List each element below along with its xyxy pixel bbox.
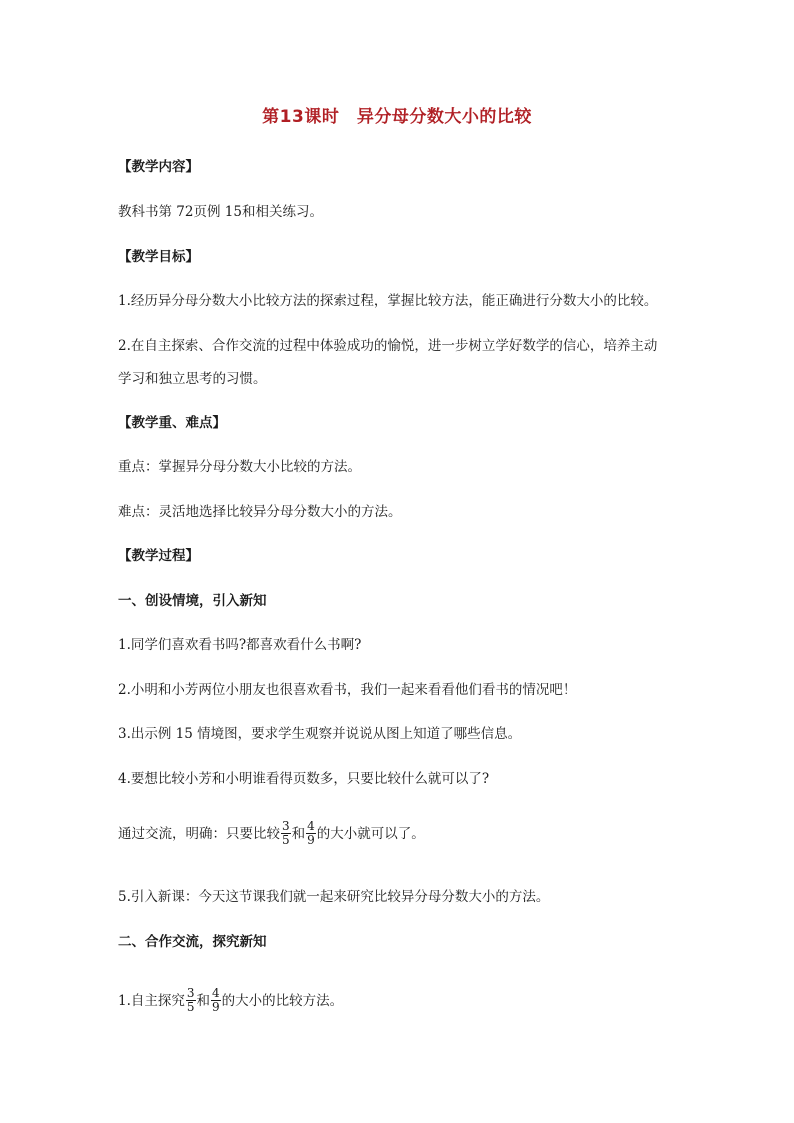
fraction-three-fifths <box>186 987 196 1014</box>
fraction-numerator: 4 <box>212 986 220 1000</box>
step-3: 3.出示例 15 情境图，要求学生观察并说说从图上知道了哪些信息。 <box>118 726 522 742</box>
goal-2-line-2: 学习和独立思考的习惯。 <box>118 371 267 387</box>
explore-prefix: 1.自主探究 <box>118 993 185 1009</box>
fraction-denominator: 5 <box>186 1000 195 1014</box>
exchange-and: 和 <box>291 826 306 842</box>
explore-and: 和 <box>196 993 211 1009</box>
part-2-heading: 二、合作交流，探究新知 <box>118 934 267 950</box>
step-4: 4.要想比较小芳和小明谁看得页数多，只要比较什么就可以了? <box>118 771 490 787</box>
fraction-four-ninths <box>211 987 221 1014</box>
goal-2-line-1: 2.在自主探索、合作交流的过程中体验成功的愉悦，进一步树立学好数学的信心，培养主动 <box>118 338 658 354</box>
page-title: 第13课时 异分母分数大小的比较 <box>262 107 532 127</box>
step-5: 5.引入新课：今天这节课我们就一起来研究比较异分母分数大小的方法。 <box>118 889 550 905</box>
fraction-denominator: 9 <box>307 833 315 847</box>
exchange-suffix: 的大小就可以了。 <box>316 826 425 842</box>
goal-1: 1.经历异分母分数大小比较方法的探索过程，掌握比较方法，能正确进行分数大小的比较。 <box>118 293 658 309</box>
step-2: 2.小明和小芳两位小朋友也很喜欢看书，我们一起来看看他们看书的情况吧！ <box>118 682 577 698</box>
fraction-three-fifths <box>281 820 291 847</box>
difficult-point: 难点：灵活地选择比较异分母分数大小的方法。 <box>118 504 402 520</box>
section-heading-process: 【教学过程】 <box>118 548 199 564</box>
fraction-four-ninths <box>306 820 316 847</box>
fraction-denominator: 5 <box>282 833 290 847</box>
fraction-numerator: 4 <box>307 819 315 833</box>
key-point: 重点：掌握异分母分数大小比较的方法。 <box>118 459 361 475</box>
exchange-line <box>118 818 698 850</box>
fraction-numerator: 3 <box>282 819 290 833</box>
part-1-heading: 一、创设情境，引入新知 <box>118 593 267 609</box>
section-heading-goals: 【教学目标】 <box>118 249 199 265</box>
step-1: 1.同学们喜欢看书吗?都喜欢看什么书啊? <box>118 637 362 653</box>
fraction-numerator: 3 <box>186 986 195 1000</box>
section-heading-key-points: 【教学重、难点】 <box>118 415 226 431</box>
fraction-denominator: 9 <box>212 1000 220 1014</box>
explore-line <box>118 985 698 1017</box>
explore-suffix: 的大小的比较方法。 <box>221 993 344 1009</box>
section-heading-content: 【教学内容】 <box>118 159 199 175</box>
content-text: 教科书第 72页例 15和相关练习。 <box>118 204 323 220</box>
exchange-prefix: 通过交流，明确：只要比较 <box>118 826 280 842</box>
